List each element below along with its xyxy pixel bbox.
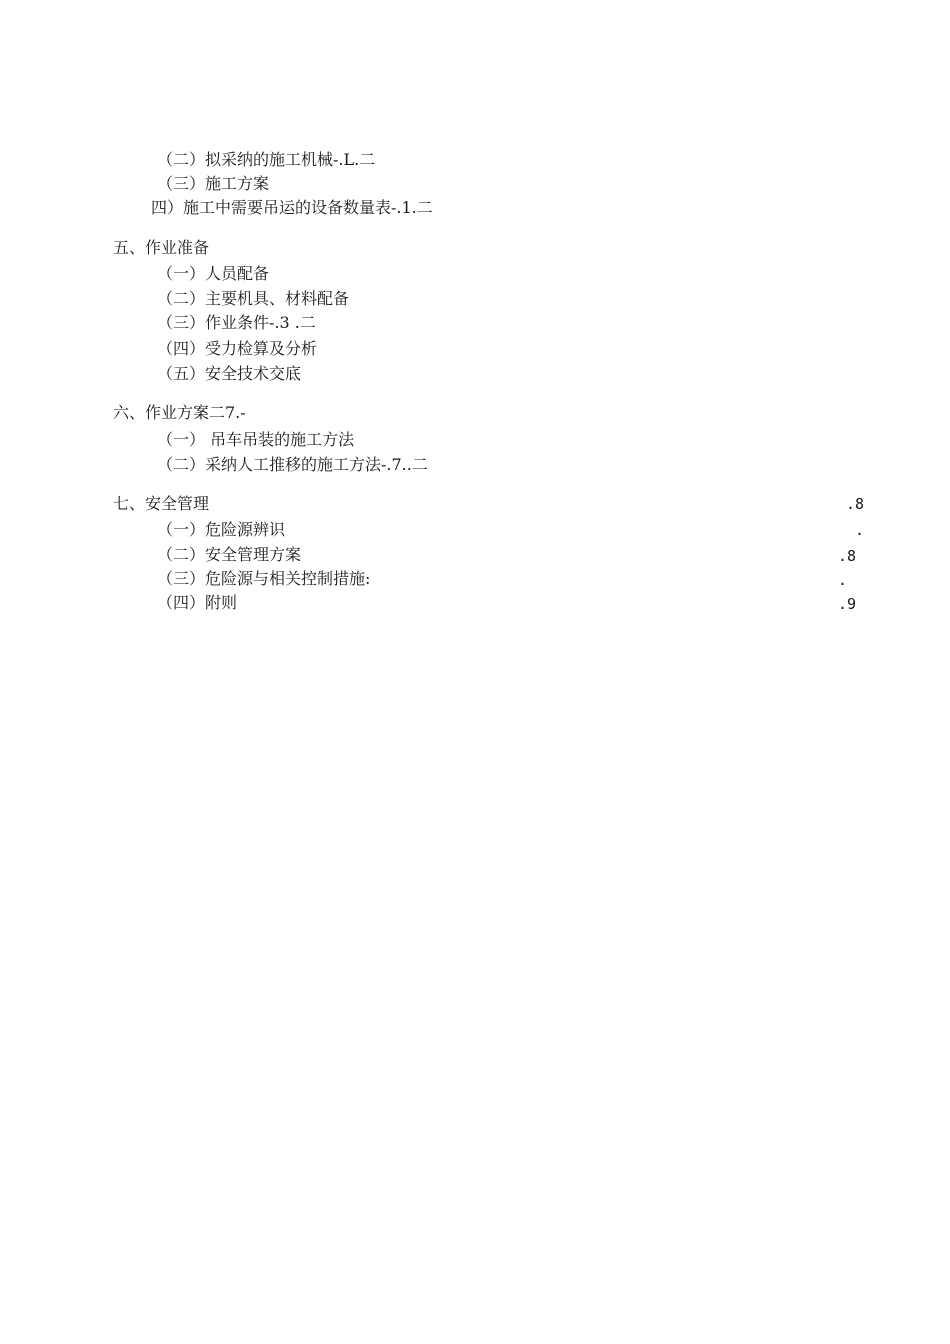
toc-page-number: . bbox=[855, 521, 865, 539]
toc-page-number: .8 bbox=[846, 495, 865, 513]
toc-entry: （四）附则 bbox=[157, 593, 238, 612]
toc-page-number: . bbox=[838, 571, 848, 589]
toc-entry: （二）主要机具、材料配备 bbox=[157, 289, 350, 308]
toc-entry: （三）危险源与相关控制措施: bbox=[157, 569, 371, 588]
toc-entry: （一） 吊车吊装的施工方法 bbox=[157, 430, 355, 449]
toc-section-heading: 六、作业方案二7.- bbox=[113, 403, 246, 422]
toc-section-heading: 七、安全管理 bbox=[113, 494, 210, 513]
toc-page-number: .9 bbox=[838, 595, 857, 613]
toc-page-number: .8 bbox=[838, 547, 857, 565]
toc-entry: （二）安全管理方案 bbox=[157, 545, 302, 564]
toc-entry: 四）施工中需要吊运的设备数量表-.1.二 bbox=[151, 198, 433, 217]
toc-entry: （一）危险源辨识 bbox=[157, 520, 286, 539]
toc-entry: （三）作业条件-.3 .二 bbox=[157, 313, 316, 332]
toc-entry: （二）采纳人工推移的施工方法-.7..二 bbox=[157, 455, 428, 474]
toc-entry: （四）受力检算及分析 bbox=[157, 339, 318, 358]
toc-entry: （一）人员配备 bbox=[157, 264, 270, 283]
toc-entry: （二）拟采纳的施工机械-.L.二 bbox=[157, 150, 376, 169]
toc-entry: （三）施工方案 bbox=[157, 174, 270, 193]
toc-section-heading: 五、作业准备 bbox=[113, 238, 210, 257]
toc-entry: （五）安全技术交底 bbox=[157, 364, 302, 383]
